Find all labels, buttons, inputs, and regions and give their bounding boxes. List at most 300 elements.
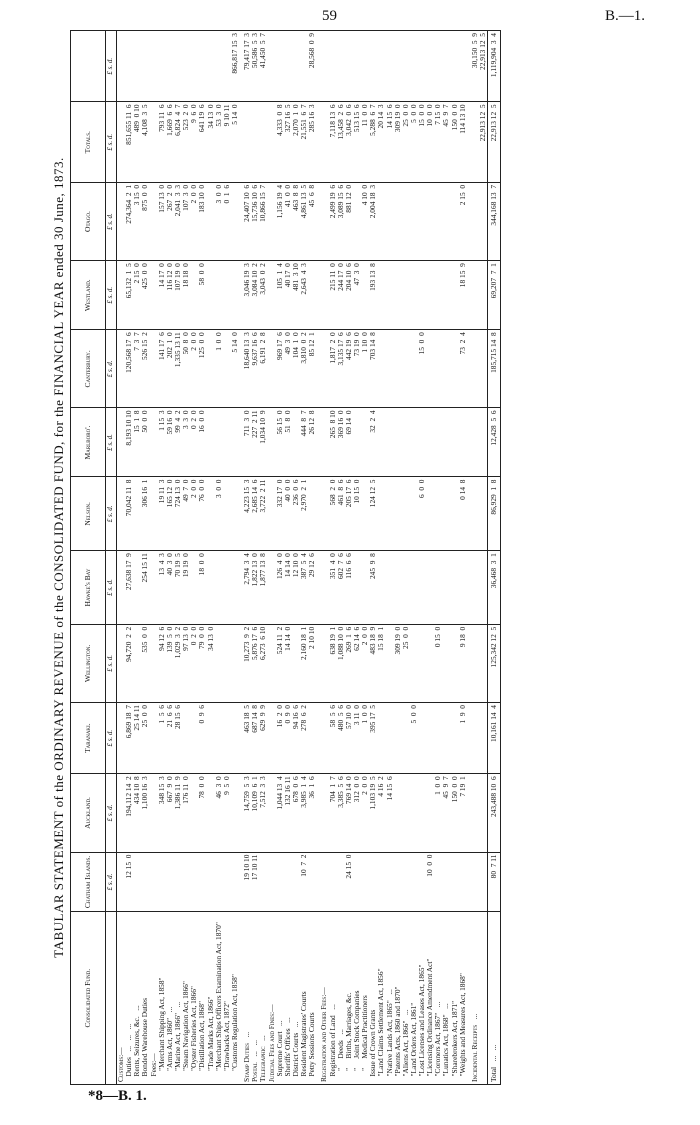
cell-value: 50 0 0 xyxy=(141,408,149,477)
cell-value xyxy=(198,31,206,102)
cell-value: 18 18 0 xyxy=(182,261,190,330)
cell-value: 793 11 6 xyxy=(158,102,166,183)
cell-value: 10,866 15 7 xyxy=(259,182,267,260)
unit-header-9: £ s. d. xyxy=(106,261,117,330)
cell-value xyxy=(434,852,442,912)
cell-value: 1 5 6 xyxy=(158,703,166,774)
cell-value: 20 14 3 xyxy=(377,102,385,183)
table-row xyxy=(394,31,402,1085)
cell-value xyxy=(320,31,328,102)
cell-value xyxy=(215,852,223,912)
cell-value: 34 13 0 xyxy=(207,102,215,183)
cell-value: 34 13 0 xyxy=(207,624,215,702)
row-label: "Sharebrokers Act, 1871" xyxy=(451,912,459,1085)
cell-value: 79,417 17 3 xyxy=(243,31,251,102)
cell-value: 114 13 10 xyxy=(459,102,467,183)
cell-value xyxy=(292,31,300,102)
cell-value: 139 5 0 xyxy=(166,624,174,702)
cell-value xyxy=(426,261,434,330)
rotated-page xyxy=(48,30,648,1085)
cell-value: 769 14 0 xyxy=(345,774,353,852)
cell-value: 3,385 5 6 xyxy=(337,774,345,852)
cell-value: 10,109 6 1 xyxy=(251,774,259,852)
cell-value xyxy=(386,551,394,625)
row-label: Bonded Warehouse Duties xyxy=(141,912,149,1085)
row-label: " Deeds ... xyxy=(337,912,345,1085)
cell-value: 1,103 19 5 xyxy=(369,774,377,852)
table-title: TABULAR STATEMENT of the ORDINARY REVENUE of the CONSOLIDATED FUND, for the FINANCIAL YEAR ended 30 June, 1873. xyxy=(51,157,66,958)
cell-value: 21 6 6 xyxy=(166,703,174,774)
cell-value: 8,193 10 10 xyxy=(125,408,133,477)
cell-value xyxy=(133,852,141,912)
cell-value xyxy=(251,102,259,183)
cell-value: 12,428 5 6 xyxy=(488,408,501,477)
cell-value xyxy=(394,330,402,408)
cell-value: 3,985 1 4 xyxy=(300,774,308,852)
table-row xyxy=(410,31,418,1085)
row-label: "Licensing Ordinance Amendment Act" xyxy=(426,912,434,1085)
cell-value: 425 0 0 xyxy=(141,261,149,330)
cell-value xyxy=(471,774,479,852)
cell-value: 125,342 12 5 xyxy=(488,624,501,702)
cell-value: 11 0 0 xyxy=(361,102,369,183)
cell-value: 18 0 0 xyxy=(198,551,206,625)
row-label: "Lunatics Act, 1868" ... xyxy=(442,912,450,1085)
cell-value: 1,386 11 9 xyxy=(174,774,182,852)
cell-value: 15 0 0 xyxy=(418,330,426,408)
cell-value: 76 0 0 xyxy=(198,477,206,551)
cell-value xyxy=(459,408,467,477)
cell-value: 13,458 2 6 xyxy=(337,102,345,183)
cell-value: 2,643 4 3 xyxy=(300,261,308,330)
table-row xyxy=(198,31,206,1085)
cell-value xyxy=(418,408,426,477)
cell-value: 1,088 10 0 xyxy=(337,624,345,702)
cell-value xyxy=(345,31,353,102)
row-label: "Customs Regulation Act, 1858" xyxy=(231,912,239,1085)
cell-value xyxy=(276,31,284,102)
cell-value: 19 10 10 xyxy=(243,852,251,912)
cell-value: 2,160 18 1 xyxy=(300,624,308,702)
row-label: " Births, Marriages, &c. xyxy=(345,912,353,1085)
cell-value: 638 19 1 xyxy=(329,624,337,702)
column-header-8: Canterbury. xyxy=(71,330,106,408)
column-header-2: Auckland. xyxy=(71,774,106,852)
cell-value xyxy=(223,408,231,477)
cell-value xyxy=(426,477,434,551)
cell-value: 351 4 0 xyxy=(329,551,337,625)
cell-value xyxy=(215,31,223,102)
cell-value: 70,042 11 8 xyxy=(125,477,133,551)
cell-value xyxy=(418,31,426,102)
cell-value xyxy=(442,852,450,912)
cell-value: 1,100 16 3 xyxy=(141,774,149,852)
cell-value: 387 5 4 xyxy=(300,551,308,625)
table-row xyxy=(418,31,426,1085)
cell-value: 2,794 3 4 xyxy=(243,551,251,625)
cell-value xyxy=(442,551,450,625)
cell-value: 28,568 0 9 xyxy=(308,31,316,102)
table-row xyxy=(231,31,239,1085)
table-row xyxy=(345,31,353,1085)
cell-value xyxy=(434,551,442,625)
cell-value: 26 12 8 xyxy=(308,408,316,477)
cell-value xyxy=(223,624,231,702)
cell-value: 1,669 6 6 xyxy=(166,102,174,183)
cell-value: 165 12 0 xyxy=(166,477,174,551)
cell-value xyxy=(207,261,215,330)
cell-value xyxy=(402,182,410,260)
unit-header-11: £ s. d. xyxy=(106,102,117,183)
row-label: "Arms Act, 1860" ... xyxy=(166,912,174,1085)
cell-value: 21,551 6 7 xyxy=(300,102,308,183)
cell-value xyxy=(471,330,479,408)
cell-value: 3,135 17 6 xyxy=(337,330,345,408)
cell-value xyxy=(166,31,174,102)
cell-value xyxy=(394,261,402,330)
cell-value xyxy=(117,31,126,102)
cell-value: 711 3 0 xyxy=(243,408,251,477)
column-header-11: Totals. xyxy=(71,102,106,183)
row-label xyxy=(479,912,488,1085)
cell-value: 5 14 0 xyxy=(231,330,239,408)
cell-value: 0 14 8 xyxy=(459,477,467,551)
cell-value: 124 12 5 xyxy=(369,477,377,551)
cell-value: 45 6 8 xyxy=(308,182,316,260)
cell-value: 15 0 0 xyxy=(418,102,426,183)
row-label: Duties ... ... ... xyxy=(125,912,133,1085)
cell-value: 24 15 0 xyxy=(345,852,353,912)
cell-value xyxy=(284,852,292,912)
cell-value: 442 19 6 xyxy=(345,330,353,408)
column-header-12 xyxy=(71,31,106,102)
unit-header-6: £ s. d. xyxy=(106,477,117,551)
cell-value: 29 12 6 xyxy=(308,551,316,625)
cell-value xyxy=(231,551,239,625)
cell-value xyxy=(276,852,284,912)
row-label: Incidental Receipts ... xyxy=(471,912,479,1085)
cell-value: 724 13 0 xyxy=(174,477,182,551)
cell-value xyxy=(198,852,206,912)
cell-value: 1,029 3 2 xyxy=(174,624,182,702)
cell-value: 10 0 0 xyxy=(426,102,434,183)
cell-value: 2,970 2 1 xyxy=(300,477,308,551)
page-number: 59 xyxy=(322,8,337,24)
cell-value xyxy=(231,477,239,551)
cell-value: 3 15 0 xyxy=(133,182,141,260)
cell-value: 7,118 13 6 xyxy=(329,102,337,183)
cell-value: 62 14 6 xyxy=(353,624,361,702)
cell-value: 50 8 0 xyxy=(182,330,190,408)
cell-value: 9 6 0 xyxy=(190,102,198,183)
cell-value xyxy=(377,477,385,551)
cell-value: 236 0 6 xyxy=(292,477,300,551)
cell-value xyxy=(386,182,394,260)
cell-value: 332 17 0 xyxy=(276,477,284,551)
cell-value xyxy=(377,852,385,912)
cell-value: 194,112 14 2 xyxy=(125,774,133,852)
cell-value: 480 5 6 xyxy=(337,703,345,774)
cell-value: 5 0 0 xyxy=(410,102,418,183)
cell-value xyxy=(386,477,394,551)
cell-value: 40 0 0 xyxy=(284,477,292,551)
cell-value xyxy=(231,624,239,702)
cell-value xyxy=(459,852,467,912)
cell-value xyxy=(426,182,434,260)
cell-value xyxy=(410,624,418,702)
cell-value xyxy=(259,852,267,912)
cell-value: 1,034 10 9 xyxy=(259,408,267,477)
cell-value: 1,119,904 3 4 xyxy=(488,31,501,102)
revenue-table xyxy=(70,30,501,1085)
row-label: "Land Orders Act, 1861" xyxy=(410,912,418,1085)
cell-value xyxy=(434,330,442,408)
cell-value: 202 1 0 xyxy=(166,330,174,408)
cell-value: 6,824 4 7 xyxy=(174,102,182,183)
row-label: " Medical Practitioners xyxy=(361,912,369,1085)
cell-value xyxy=(402,31,410,102)
cell-value: 535 0 0 xyxy=(141,624,149,702)
cell-value: 32 2 4 xyxy=(369,408,377,477)
cell-value: 107 19 0 xyxy=(174,261,182,330)
cell-value: 2 0 0 xyxy=(361,774,369,852)
cell-value xyxy=(479,182,488,260)
cell-value xyxy=(377,703,385,774)
cell-value: 5,288 6 7 xyxy=(369,102,377,183)
cell-value xyxy=(158,31,166,102)
cell-value xyxy=(174,852,182,912)
table-row xyxy=(459,31,467,1085)
cell-value xyxy=(479,852,488,912)
cell-value xyxy=(402,261,410,330)
cell-value: 4,861 13 5 xyxy=(300,182,308,260)
cell-value xyxy=(125,31,133,102)
cell-value xyxy=(133,31,141,102)
cell-value: 309 19 0 xyxy=(394,624,402,702)
cell-value: 463 18 5 xyxy=(243,703,251,774)
cell-value xyxy=(418,624,426,702)
cell-value xyxy=(451,31,459,102)
cell-value xyxy=(207,408,215,477)
cell-value: 16 2 0 xyxy=(276,703,284,774)
cell-value xyxy=(442,261,450,330)
table-row xyxy=(377,31,385,1085)
cell-value: 185,715 14 8 xyxy=(488,330,501,408)
cell-value xyxy=(141,31,149,102)
cell-value: 245 9 8 xyxy=(369,551,377,625)
cell-value xyxy=(471,703,479,774)
cell-value: 176 11 0 xyxy=(182,774,190,852)
cell-value xyxy=(418,703,426,774)
cell-value: 205 17 6 xyxy=(345,477,353,551)
cell-value xyxy=(410,31,418,102)
cell-value: 94,720 2 2 xyxy=(125,624,133,702)
cell-value: 4 16 2 xyxy=(377,774,385,852)
cell-value: 4,223 15 3 xyxy=(243,477,251,551)
cell-value: 126 4 0 xyxy=(276,551,284,625)
cell-value xyxy=(377,330,385,408)
cell-value xyxy=(442,330,450,408)
cell-value: 14,759 5 3 xyxy=(243,774,251,852)
cell-value xyxy=(386,261,394,330)
cell-value xyxy=(268,852,276,912)
cell-value: 7 19 1 xyxy=(459,774,467,852)
cell-value xyxy=(243,102,251,183)
cell-value xyxy=(174,31,182,102)
cell-value: 41 0 0 xyxy=(284,182,292,260)
cell-value xyxy=(377,261,385,330)
cell-value: 73 2 4 xyxy=(459,330,467,408)
cell-value: 285 16 3 xyxy=(308,102,316,183)
row-label: "Oyster Fisheries Act, 1866" xyxy=(190,912,198,1085)
cell-value xyxy=(141,852,149,912)
cell-value xyxy=(402,330,410,408)
row-label: Petty Sessions Courts xyxy=(308,912,316,1085)
cell-value xyxy=(215,551,223,625)
cell-value xyxy=(308,261,316,330)
cell-value: 45 9 7 xyxy=(442,102,450,183)
cell-value xyxy=(434,408,442,477)
cell-value xyxy=(308,852,316,912)
cell-value: 141 17 6 xyxy=(158,330,166,408)
cell-value: 3,810 0 2 xyxy=(300,330,308,408)
row-label: Resident Magistrates' Courts xyxy=(300,912,308,1085)
cell-value: 4,108 3 5 xyxy=(141,102,149,183)
row-label: "Trade Marks Act, 1866" xyxy=(207,912,215,1085)
row-label: Customs:— xyxy=(117,912,126,1085)
cell-value: 3,722 2 11 xyxy=(259,477,267,551)
cell-value xyxy=(361,852,369,912)
cell-value: 73 19 0 xyxy=(353,330,361,408)
cell-value: 41,450 5 7 xyxy=(259,31,267,102)
cell-value xyxy=(284,31,292,102)
cell-value: 25 0 0 xyxy=(402,624,410,702)
cell-value xyxy=(471,182,479,260)
cell-value xyxy=(418,774,426,852)
row-label: Stamp Duties ... xyxy=(243,912,251,1085)
unit-header-1: £ s. d. xyxy=(106,852,117,912)
unit-header-2: £ s. d. xyxy=(106,774,117,852)
cell-value xyxy=(426,551,434,625)
row-label: Sheriffs' Offices ... xyxy=(284,912,292,1085)
cell-value xyxy=(394,182,402,260)
cell-value: 46 3 0 xyxy=(215,774,223,852)
cell-value: 69 14 0 xyxy=(345,408,353,477)
cell-value: 65,132 1 5 xyxy=(125,261,133,330)
cell-value xyxy=(308,477,316,551)
cell-value: 204 10 6 xyxy=(345,261,353,330)
cell-value: 58 5 6 xyxy=(329,703,337,774)
cell-value: 12 10 0 xyxy=(292,551,300,625)
row-label: Total ... ... xyxy=(488,912,501,1085)
row-label: "Merchant Ships Officers Examination Act, 1870" xyxy=(215,912,223,1085)
cell-value: 22,913 12 5 xyxy=(479,102,488,183)
table-row xyxy=(141,31,149,1085)
cell-value: 875 0 0 xyxy=(141,182,149,260)
row-label: Supreme Court ... xyxy=(276,912,284,1085)
cell-value: 0 9 0 xyxy=(284,703,292,774)
cell-value: 47 3 0 xyxy=(353,261,361,330)
cell-value: 243,488 10 6 xyxy=(488,774,501,852)
cell-value: 107 3 0 xyxy=(182,182,190,260)
cell-value xyxy=(329,852,337,912)
cell-value: 3 11 0 xyxy=(353,703,361,774)
cell-value: 2,004 18 3 xyxy=(369,182,377,260)
cell-value: 116 6 6 xyxy=(345,551,353,625)
cell-value: 14 17 0 xyxy=(158,261,166,330)
cell-value xyxy=(442,408,450,477)
cell-value: 3,084 10 2 xyxy=(251,261,259,330)
cell-value xyxy=(442,182,450,260)
cell-value: 2,041 3 3 xyxy=(174,182,182,260)
cell-value xyxy=(207,703,215,774)
cell-value: 278 6 2 xyxy=(300,703,308,774)
column-header-5: Hawke's Bay xyxy=(71,551,106,625)
cell-value: 4,333 0 8 xyxy=(276,102,284,183)
row-label: District Courts ... xyxy=(292,912,300,1085)
cell-value: 94 16 6 xyxy=(292,703,300,774)
cell-value xyxy=(410,852,418,912)
cell-value: 2 0 0 xyxy=(190,477,198,551)
cell-value xyxy=(426,408,434,477)
cell-value: 9 10 11 xyxy=(223,102,231,183)
column-header-row xyxy=(71,31,106,1085)
column-header-4: Wellington. xyxy=(71,624,106,702)
cell-value xyxy=(182,852,190,912)
cell-value: 79 0 0 xyxy=(198,624,206,702)
cell-value: 14 14 0 xyxy=(284,624,292,702)
cell-value: 395 17 5 xyxy=(369,703,377,774)
cell-value: 1 0 0 xyxy=(361,703,369,774)
cell-value: 49 7 0 xyxy=(182,477,190,551)
unit-header-8: £ s. d. xyxy=(106,330,117,408)
row-label: "Lost Licenses and Leases Act, 1865" xyxy=(418,912,426,1085)
cell-value: 10 0 0 xyxy=(426,852,434,912)
cell-value: 28 15 6 xyxy=(174,703,182,774)
cell-value: 22,913 12 5 xyxy=(479,31,488,102)
cell-value xyxy=(223,852,231,912)
cell-value: 40 3 0 xyxy=(166,551,174,625)
cell-value xyxy=(451,551,459,625)
table-row xyxy=(434,31,442,1085)
cell-value: 1 9 0 xyxy=(459,703,467,774)
cell-value: 881 12 0 xyxy=(345,182,353,260)
cell-value: 57 10 0 xyxy=(345,703,353,774)
cell-value xyxy=(377,31,385,102)
cell-value: 105 1 4 xyxy=(276,261,284,330)
unit-header-row xyxy=(106,31,117,1085)
unit-header-5: £ s. d. xyxy=(106,551,117,625)
document-reference: B.—1. xyxy=(605,8,646,24)
cell-value xyxy=(182,703,190,774)
cell-value xyxy=(231,408,239,477)
cell-value: 524 11 2 xyxy=(276,624,284,702)
row-label: "Drawbacks Act, 1872" xyxy=(223,912,231,1085)
cell-value: 444 8 7 xyxy=(300,408,308,477)
cell-value: 1 0 0 xyxy=(434,774,442,852)
cell-value: 2,070 1 0 xyxy=(292,102,300,183)
cell-value xyxy=(207,852,215,912)
unit-header-12: £ s. d. xyxy=(106,31,117,102)
cell-value xyxy=(329,31,337,102)
cell-value xyxy=(190,31,198,102)
cell-value: 104 1 0 xyxy=(292,330,300,408)
row-label: "Steam Navigation Act, 1866" xyxy=(182,912,190,1085)
cell-value: 227 2 11 xyxy=(251,408,259,477)
row-label: Fees:— xyxy=(150,912,158,1085)
table-row xyxy=(369,31,377,1085)
cell-value: 244 17 0 xyxy=(337,261,345,330)
